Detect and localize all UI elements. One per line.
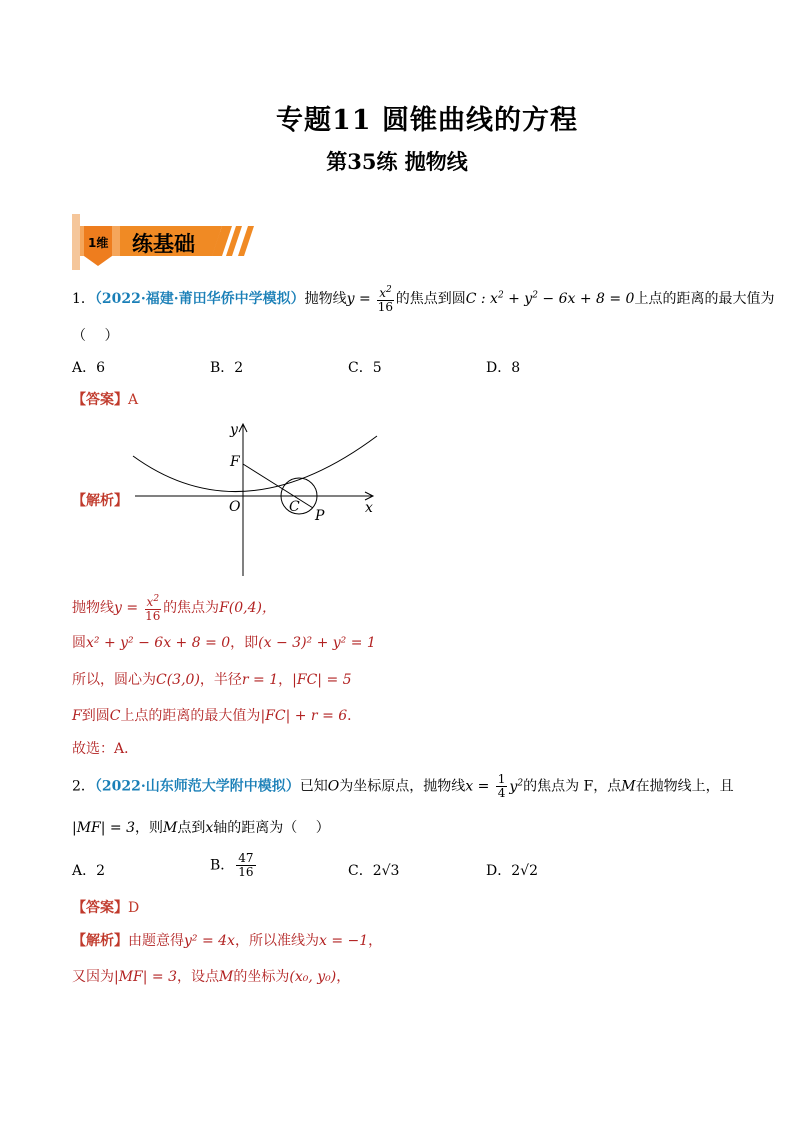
math-expr: F — [72, 708, 82, 724]
analysis-tag: 【解析】 — [72, 493, 128, 509]
question-1-stem — [72, 284, 774, 314]
math-expr: F(0,4)， — [219, 600, 276, 616]
section-title: 练基础 — [132, 232, 195, 256]
option-d: D．8 — [486, 360, 521, 376]
analysis-text: 所以，圆心为 — [72, 672, 156, 688]
answer-value: D — [128, 900, 140, 916]
answer-2 — [72, 897, 139, 917]
analysis-text: ，所以准线为 — [234, 933, 319, 949]
math-expr: M — [163, 820, 178, 836]
option-b: B．2 — [210, 360, 244, 376]
point-label-p: P — [315, 508, 325, 524]
option-d — [486, 860, 538, 880]
math-expr: C(3,0) — [156, 672, 200, 688]
analysis-text: 又因为 — [72, 969, 114, 985]
math-expr: x — [205, 820, 214, 836]
question-2-stem-line-2 — [72, 817, 330, 837]
stem-text: 已知 — [299, 778, 328, 795]
section-badge: 1维 — [88, 236, 109, 250]
axis-label-y: y — [230, 422, 238, 438]
fraction: $\frac{x^2}{16}$ — [377, 285, 394, 314]
fraction: $\frac{1}{4}$ — [497, 772, 506, 800]
analysis-text: ， — [368, 933, 383, 949]
math-expr: C — [109, 708, 121, 724]
math-expr: O — [327, 778, 340, 795]
parabola-figure — [125, 418, 385, 580]
math-expr: $y^2$ — [509, 777, 524, 795]
page-subtitle: 第35练 抛物线 — [326, 149, 468, 174]
analysis-line-5: 故选：A． — [72, 741, 139, 757]
stem-text: ，则 — [135, 820, 164, 836]
analysis-text: 抛物线 — [72, 600, 114, 616]
question-source: （2022·山东师范大学附中模拟） — [94, 778, 300, 795]
axis-label-x: x — [365, 500, 373, 516]
question-number: 1． — [72, 291, 95, 307]
option-a: A．6 — [72, 360, 106, 376]
analysis-tag: 【解析】 — [72, 933, 128, 949]
stem-text: 的焦点为 F，点 — [523, 778, 622, 795]
analysis-text: 到圆 — [81, 708, 110, 724]
stem-text: 点到 — [177, 820, 206, 836]
point-label-c: C — [289, 499, 300, 515]
math-expr: y = — [346, 291, 376, 307]
option-c: C．5 — [348, 360, 382, 376]
analysis-text: 的焦点为 — [163, 600, 220, 616]
analysis-line-3 — [72, 669, 352, 689]
math-expr: x² + y² − 6x + 8 = 0 — [86, 635, 231, 651]
math-expr: M — [621, 778, 636, 795]
math-expr: C : $x^2 + y^2 - 6x + 8 = 0$ — [465, 290, 635, 307]
page-title: 专题11 圆锥曲线的方程 — [276, 105, 578, 136]
option-b — [210, 852, 258, 879]
math-expr: r = 1 — [241, 672, 279, 688]
analysis-text: 由题意得 — [128, 933, 184, 949]
fraction: $\frac{x^2}{16}$ — [145, 594, 161, 623]
math-expr: |FC| + r = 6 — [260, 708, 348, 724]
stem-text: 抛物线 — [304, 291, 347, 307]
question-number: 2． — [72, 778, 95, 795]
math-expr: x = — [465, 778, 494, 795]
option-label: C． — [348, 863, 373, 879]
section-banner — [72, 214, 262, 270]
analysis-text: 圆 — [72, 635, 86, 651]
analysis-line-2 — [72, 632, 376, 652]
option-label: B． — [210, 857, 235, 874]
question-source: （2022·福建·莆田华侨中学模拟） — [94, 291, 305, 307]
answer-tag: 【答案】 — [72, 900, 128, 916]
stem-text: 在抛物线上，且 — [635, 778, 734, 795]
math-expr: M — [219, 969, 234, 985]
q2-analysis-line-2 — [72, 966, 350, 986]
math-expr: |FC| = 5 — [292, 672, 352, 688]
math-expr: y = — [114, 600, 143, 616]
option-label: D． — [486, 863, 512, 879]
math-expr: (x − 3)² + y² = 1 — [258, 635, 376, 651]
analysis-text: 上点的距离的最大值为 — [120, 708, 261, 724]
math-expr: |MF| = 3 — [72, 820, 136, 836]
analysis-text: ， — [336, 969, 351, 985]
fraction: $\frac{47}{16}$ — [238, 851, 254, 879]
analysis-text: ，即 — [230, 635, 259, 651]
analysis-text: ， — [278, 672, 293, 688]
analysis-text: ，半径 — [199, 672, 242, 688]
point-label-o: O — [229, 499, 241, 515]
math-expr: y² = 4x — [184, 933, 235, 949]
question-2-stem — [72, 773, 734, 800]
option-c — [348, 860, 399, 880]
math-expr: |MF| = 3 — [114, 969, 178, 985]
option-a: A．2 — [72, 863, 106, 879]
analysis-line-4 — [72, 705, 361, 725]
math-expr: x = −1 — [318, 933, 369, 949]
answer-1 — [72, 389, 138, 409]
question-1-blank: （ ） — [72, 328, 119, 344]
analysis-line-1 — [72, 593, 276, 623]
option-value: 2√3 — [372, 863, 400, 879]
analysis-text: ． — [347, 708, 362, 724]
answer-tag: 【答案】 — [72, 392, 128, 408]
option-value: 2√2 — [511, 863, 538, 879]
analysis-text: ，设点 — [177, 969, 220, 985]
stem-text: 为坐标原点，抛物线 — [339, 778, 466, 795]
answer-value: A — [128, 392, 139, 408]
analysis-text: 的坐标为 — [233, 969, 290, 985]
stem-text: 的焦点到圆 — [395, 291, 466, 307]
stem-text: 轴的距离为（ ） — [213, 820, 330, 836]
q2-analysis-line-1 — [72, 930, 382, 950]
math-expr: (x₀, y₀) — [289, 969, 337, 985]
stem-text: 上点的距离的最大值为 — [634, 291, 775, 307]
point-label-f: F — [230, 454, 240, 470]
